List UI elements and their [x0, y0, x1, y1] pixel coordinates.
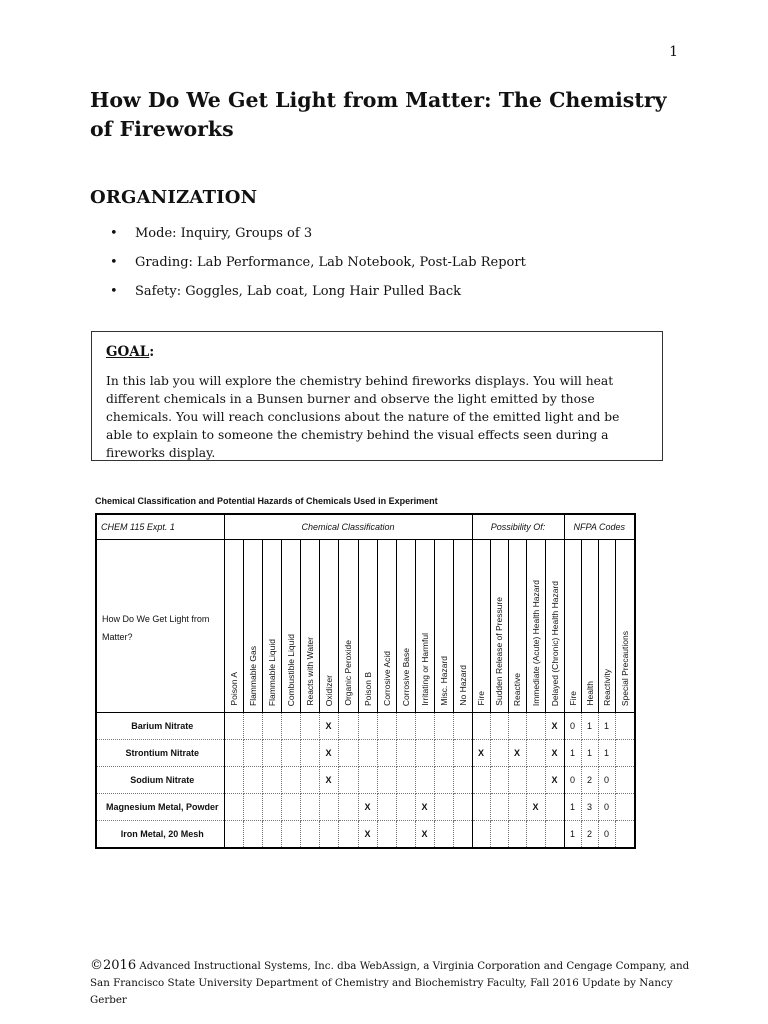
table-cell	[472, 713, 490, 740]
group-header-row	[96, 514, 635, 540]
table-cell	[615, 794, 635, 821]
table-cell: 1	[564, 740, 581, 767]
table-cell	[434, 713, 453, 740]
table-cell	[434, 767, 453, 794]
table-cell	[526, 713, 545, 740]
table-cell: X	[358, 821, 377, 849]
column-header-label: Combustible Liquid	[285, 633, 296, 706]
hazard-table	[95, 513, 636, 849]
table-cell	[615, 713, 635, 740]
table-cell	[453, 821, 472, 849]
table-cell	[281, 740, 300, 767]
column-header-label: Corrosive Base	[400, 647, 411, 706]
page-title: How Do We Get Light from Matter: The Chemistry of Fireworks	[90, 88, 667, 141]
column-header-label: Irritating or Harmful	[419, 633, 430, 706]
table-cell: 0	[598, 794, 615, 821]
table-cell	[415, 713, 434, 740]
table-cell: X	[545, 740, 564, 767]
table-cell: 1	[598, 740, 615, 767]
column-header-5	[300, 540, 319, 713]
table-cell	[490, 794, 508, 821]
column-header-10	[396, 540, 415, 713]
table-cell: 0	[564, 767, 581, 794]
table-cell	[243, 740, 262, 767]
table-cell	[338, 740, 358, 767]
column-header-8	[358, 540, 377, 713]
table-cell	[415, 767, 434, 794]
table-cell	[281, 713, 300, 740]
table-cell: X	[358, 794, 377, 821]
table-cell: 2	[581, 821, 598, 849]
table-cell: X	[415, 794, 434, 821]
table-cell	[262, 794, 281, 821]
column-header-11	[415, 540, 434, 713]
group-header-possibility: Possibility Of:	[472, 514, 564, 540]
column-header-19	[564, 540, 581, 713]
table-cell: 1	[581, 740, 598, 767]
table-cell	[526, 821, 545, 849]
column-header-label: Flammable Gas	[247, 646, 258, 706]
organization-bullet-grading: • Grading: Lab Performance, Lab Notebook, Post-Lab Report	[110, 253, 526, 282]
column-header-1	[224, 540, 243, 713]
table-cell	[338, 713, 358, 740]
table-cell	[453, 794, 472, 821]
chemical-name: Magnesium Metal, Powder	[96, 794, 224, 821]
table-cell	[396, 713, 415, 740]
table-cell	[358, 740, 377, 767]
table-caption: Chemical Classification and Potential Hazards of Chemicals Used in Experiment	[95, 496, 438, 506]
table-row	[96, 713, 635, 740]
column-header-14	[472, 540, 490, 713]
chemical-name: Sodium Nitrate	[96, 767, 224, 794]
table-cell	[615, 740, 635, 767]
table-cell	[262, 767, 281, 794]
table-cell	[338, 794, 358, 821]
table-cell	[338, 821, 358, 849]
table-cell	[377, 767, 396, 794]
table-cell	[281, 821, 300, 849]
table-cell	[358, 767, 377, 794]
table-cell	[545, 794, 564, 821]
column-header-22	[615, 540, 635, 713]
table-cell	[453, 740, 472, 767]
table-cell: X	[526, 794, 545, 821]
table-cell	[508, 794, 526, 821]
table-cell	[472, 794, 490, 821]
table-cell: 1	[581, 713, 598, 740]
table-cell	[358, 713, 377, 740]
table-cell	[300, 713, 319, 740]
chemical-name: Iron Metal, 20 Mesh	[96, 821, 224, 849]
table-cell	[262, 821, 281, 849]
column-header-row	[96, 540, 635, 713]
table-cell	[319, 821, 338, 849]
column-header-label: Reactivity	[601, 669, 612, 706]
corner-title-text: How Do We Get Light from Matter?	[102, 614, 210, 642]
table-cell	[545, 821, 564, 849]
table-cell: 0	[564, 713, 581, 740]
table-cell: 1	[564, 794, 581, 821]
column-header-21	[598, 540, 615, 713]
table-cell	[243, 767, 262, 794]
table-cell	[453, 767, 472, 794]
table-cell	[615, 821, 635, 849]
organization-bullet-mode: • Mode: Inquiry, Groups of 3	[110, 224, 526, 253]
organization-heading: ORGANIZATION	[90, 187, 258, 208]
table-cell	[243, 794, 262, 821]
column-header-6	[319, 540, 338, 713]
column-header-label: Poison B	[362, 671, 373, 706]
column-header-label: Poison A	[228, 672, 239, 706]
table-cell	[396, 821, 415, 849]
table-cell	[615, 767, 635, 794]
table-cell: X	[319, 767, 338, 794]
page-number: 1	[669, 44, 678, 60]
column-header-label: Health	[584, 681, 595, 706]
table-cell: X	[545, 767, 564, 794]
table-cell: X	[508, 740, 526, 767]
column-header-label: Sudden Release of Pressure	[494, 597, 504, 706]
table-cell	[243, 821, 262, 849]
chemical-name: Barium Nitrate	[96, 713, 224, 740]
column-header-label: Reactive	[512, 672, 522, 706]
column-header-13	[453, 540, 472, 713]
column-header-label: Oxidizer	[323, 674, 334, 706]
column-header-18	[545, 540, 564, 713]
footer-text: Advanced Instructional Systems, Inc. dba WebAssign, a Virginia Corporation and Cengage Company, and San Francisco State University Department of Chemistry and Biochemistry Faculty, Fall 2016 Update by Nancy Gerber	[90, 960, 690, 1006]
table-cell	[300, 794, 319, 821]
course-label: CHEM 115 Expt. 1	[96, 514, 224, 540]
goal-heading: GOAL:	[106, 344, 155, 360]
column-header-label: Fire	[567, 691, 578, 706]
table-cell	[453, 713, 472, 740]
table-row	[96, 767, 635, 794]
table-cell: 0	[598, 767, 615, 794]
table-cell	[526, 740, 545, 767]
table-cell	[319, 794, 338, 821]
column-header-label: Flammable Liquid	[266, 638, 277, 706]
column-header-9	[377, 540, 396, 713]
table-cell	[396, 794, 415, 821]
column-header-label: Delayed (Chronic) Health Hazard	[549, 580, 560, 706]
table-cell	[262, 713, 281, 740]
goal-box	[91, 331, 663, 461]
footer	[90, 957, 690, 1009]
chemical-name: Strontium Nitrate	[96, 740, 224, 767]
table-cell: X	[415, 821, 434, 849]
table-cell: X	[545, 713, 564, 740]
column-header-label: Corrosive Acid	[381, 651, 392, 706]
table-cell	[472, 821, 490, 849]
table-cell	[281, 767, 300, 794]
column-header-label: Organic Peroxide	[343, 640, 353, 706]
copyright-icon: ©	[90, 958, 103, 973]
table-cell	[490, 740, 508, 767]
table-cell	[396, 740, 415, 767]
table-cell: 2	[581, 767, 598, 794]
column-header-label: No Hazard	[457, 665, 468, 706]
organization-bullet-safety: • Safety: Goggles, Lab coat, Long Hair Pulled Back	[110, 282, 526, 311]
column-header-label: Immediate (Acute) Health Hazard	[530, 579, 541, 706]
column-header-3	[262, 540, 281, 713]
table-cell	[224, 713, 243, 740]
table-cell	[338, 767, 358, 794]
table-row	[96, 794, 635, 821]
table-cell	[434, 821, 453, 849]
column-header-15	[490, 540, 508, 713]
table-cell	[300, 767, 319, 794]
table-cell	[434, 794, 453, 821]
table-row	[96, 740, 635, 767]
table-cell	[472, 767, 490, 794]
table-cell	[300, 740, 319, 767]
column-header-12	[434, 540, 453, 713]
table-cell	[508, 767, 526, 794]
group-header-nfpa: NFPA Codes	[564, 514, 635, 540]
goal-heading-label: GOAL	[106, 344, 150, 360]
table-cell	[377, 713, 396, 740]
table-cell	[243, 713, 262, 740]
goal-text: In this lab you will explore the chemistry behind fireworks displays. You will heat different chemicals in a Bunsen burner and observe the light emitted by those chemicals. You will reach conclusions about the nature of the emitted light and be able to explain to someone the chemistry behind the visual effects seen during a fireworks display.	[106, 374, 620, 460]
table-cell: X	[472, 740, 490, 767]
table-cell: 3	[581, 794, 598, 821]
group-header-classification: Chemical Classification	[224, 514, 472, 540]
table-cell: 1	[564, 821, 581, 849]
table-cell	[396, 767, 415, 794]
table-cell	[415, 740, 434, 767]
column-header-20	[581, 540, 598, 713]
organization-list	[110, 224, 526, 311]
table-cell	[377, 821, 396, 849]
column-header-7	[338, 540, 358, 713]
table-cell: X	[319, 713, 338, 740]
table-cell	[300, 821, 319, 849]
table-row	[96, 821, 635, 849]
column-header-2	[243, 540, 262, 713]
table-cell	[434, 740, 453, 767]
footer-year: 2016	[103, 958, 137, 973]
table-cell	[281, 794, 300, 821]
column-header-4	[281, 540, 300, 713]
column-header-17	[526, 540, 545, 713]
table-cell	[508, 821, 526, 849]
table-cell	[224, 767, 243, 794]
table-cell: X	[319, 740, 338, 767]
table-cell	[224, 821, 243, 849]
column-header-label: Misc. Hazard	[438, 656, 449, 706]
column-header-label: Reacts with Water	[304, 637, 315, 706]
table-cell	[526, 767, 545, 794]
table-cell: 0	[598, 821, 615, 849]
table-body	[96, 713, 635, 849]
table-cell: 1	[598, 713, 615, 740]
table-cell	[490, 713, 508, 740]
table-cell	[377, 794, 396, 821]
table-cell	[224, 740, 243, 767]
column-header-label: Fire	[476, 691, 486, 706]
table-cell	[224, 794, 243, 821]
table-cell	[262, 740, 281, 767]
table-corner-title	[96, 540, 224, 713]
column-header-16	[508, 540, 526, 713]
table-cell	[377, 740, 396, 767]
table-cell	[490, 767, 508, 794]
table-cell	[490, 821, 508, 849]
table-cell	[508, 713, 526, 740]
column-header-label: Special Precautions	[619, 630, 630, 706]
